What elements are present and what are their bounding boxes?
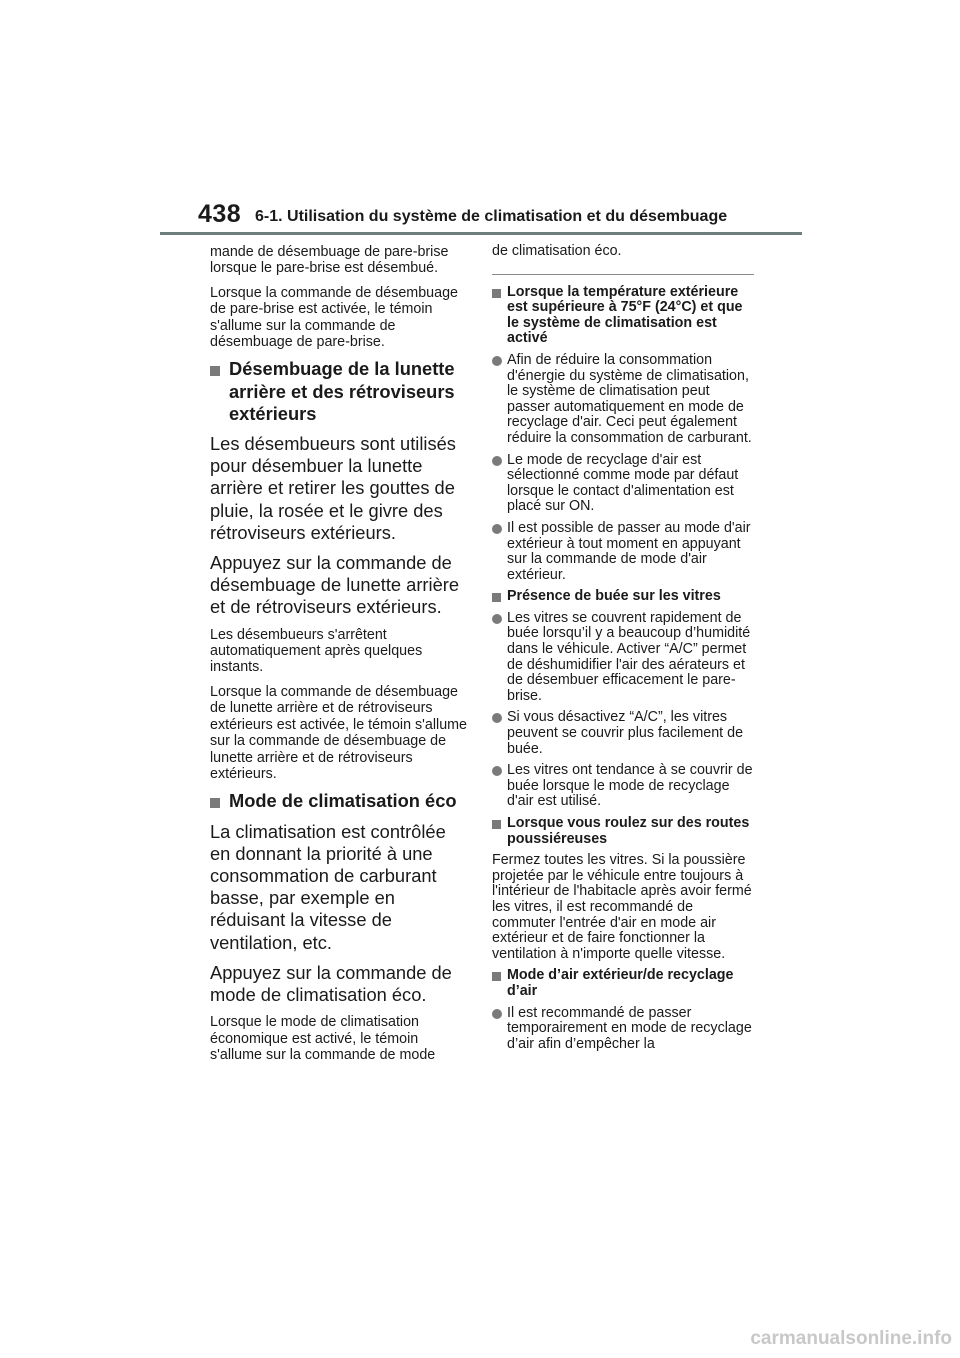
heading-text: Mode de climatisation éco: [229, 790, 457, 812]
heading-text: Désembuage de la lunette arrière et des rétroviseurs extérieurs: [229, 358, 455, 424]
round-bullet-icon: [492, 456, 502, 466]
round-bullet-icon: [492, 766, 502, 776]
list-item-text: Afin de réduire la consommation d'énergie du système de climatisation, le système de climatisation peut passer automatiquement en mode de recyclage d'air. Ceci peut également réduire la consommation de carburant.: [507, 351, 752, 446]
list-item: [492, 763, 754, 810]
list-item: [492, 521, 754, 583]
left-column: [210, 244, 468, 1071]
heading-text: Présence de buée sur les vitres: [507, 588, 721, 605]
list-item-text: Si vous désactivez “A/C”, les vitres peuvent se couvrir plus facilement de buée.: [507, 709, 744, 757]
paragraph: mande de désembuage de pare-brise lorsque le pare-brise est désembué.: [210, 244, 449, 277]
paragraph: Lorsque le mode de climatisation économique est activé, le témoin s'allume sur la commande de mode: [210, 1014, 436, 1063]
list-item-text: Les vitres se couvrent rapidement de buée lorsqu’il y a beaucoup d’humidité dans le véhicule. Activer “A/C” permet de déshumidifier l'air des aérateurs et de désembuer efficacement le pare-brise.: [507, 609, 751, 704]
round-bullet-icon: [492, 356, 502, 366]
heading-text: Mode d’air extérieur/de recyclage d’air: [507, 967, 734, 999]
watermark: carmanualsonline.info: [750, 1328, 952, 1349]
square-bullet-icon: [492, 972, 501, 981]
paragraph: La climatisation est contrôlée en donnant la priorité à une consommation de carburant basse, par exemple en réduisant la vitesse de ventilation, etc.: [210, 820, 446, 953]
list-item-text: Les vitres ont tendance à se couvrir de buée lorsque le mode de recyclage d'air est utilisé.: [507, 762, 753, 810]
subheading-dusty-roads: [492, 816, 754, 847]
paragraph: Appuyez sur la commande de désembuage de lunette arrière et de rétroviseurs extérieurs.: [210, 552, 459, 618]
column-divider: [492, 274, 754, 275]
section-heading-rear-defogger: [210, 358, 468, 425]
subheading-high-temperature: [492, 285, 754, 347]
section-heading-eco-mode: [210, 790, 468, 812]
square-bullet-icon: [210, 366, 220, 376]
section-title: 6-1. Utilisation du système de climatisation et du désembuage: [255, 208, 728, 225]
list-item: [492, 710, 754, 757]
paragraph: Les désembueurs s'arrêtent automatiquement après quelques instants.: [210, 626, 423, 676]
round-bullet-icon: [492, 1009, 502, 1019]
page-header: [198, 200, 802, 236]
paragraph: Fermez toutes les vitres. Si la poussière projetée par le véhicule entre toujours à l'intérieur de l'habitacle après avoir fermé les vitres, il est recommandé de commuter l'entrée d'air en mode air extérieur et de faire fonctionner la ventilation à n'importe quelle vitesse.: [492, 852, 752, 962]
list-item-text: Il est possible de passer au mode d'air extérieur à tout moment en appuyant sur la commande de mode d'air extérieur.: [507, 519, 751, 583]
paragraph: Lorsque la commande de désembuage de lunette arrière et de rétroviseurs extérieurs est activée, le témoin s'allume sur la commande de désembuage de lunette arrière et de rétroviseurs extérieurs.: [210, 683, 468, 782]
subheading-fogged-windows: [492, 589, 754, 605]
subheading-air-mode: [492, 968, 754, 999]
header-divider: [160, 232, 802, 235]
round-bullet-icon: [492, 713, 502, 723]
list-item: [492, 353, 754, 447]
square-bullet-icon: [492, 289, 501, 298]
round-bullet-icon: [492, 524, 502, 534]
square-bullet-icon: [210, 798, 220, 808]
list-item: [492, 611, 754, 705]
list-item: [492, 1006, 754, 1053]
heading-text: Lorsque vous roulez sur des routes poussiéreuses: [507, 815, 750, 847]
square-bullet-icon: [492, 593, 501, 602]
list-item-text: Le mode de recyclage d'air est sélectionné comme mode par défaut lorsque le contact d'alimentation est placé sur ON.: [507, 451, 739, 515]
heading-text: Lorsque la température extérieure est supérieure à 75°F (24°C) et que le système de climatisation est activé: [507, 283, 743, 347]
right-column: [492, 244, 754, 1058]
paragraph: Lorsque la commande de désembuage de pare-brise est activée, le témoin s'allume sur la commande de désembuage de pare-brise.: [210, 284, 458, 351]
square-bullet-icon: [492, 820, 501, 829]
round-bullet-icon: [492, 614, 502, 624]
page-number: 438: [198, 200, 242, 228]
list-item-text: Il est recommandé de passer temporairement en mode de recyclage d’air afin d’empêcher la: [507, 1004, 752, 1052]
paragraph: de climatisation éco.: [492, 243, 622, 259]
paragraph: Appuyez sur la commande de mode de climatisation éco.: [210, 961, 452, 1005]
list-item: [492, 453, 754, 515]
paragraph: Les désembueurs sont utilisés pour désembuer la lunette arrière et retirer les gouttes de pluie, la rosée et le givre des rétroviseurs extérieurs.: [210, 433, 456, 543]
